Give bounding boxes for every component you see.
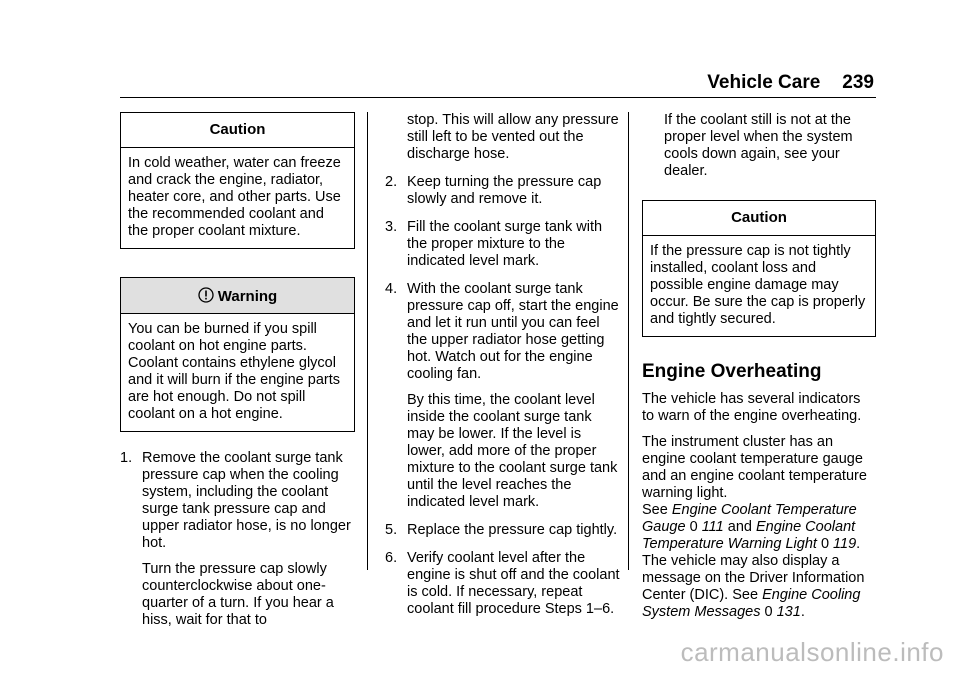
step-text: Verify coolant level after the engine is shut off and the coolant is cold. If necessary, repeat coolant fill procedure Steps 1–6. xyxy=(407,550,620,617)
step-text: Remove the coolant surge tank pressure cap when the cooling system, including the coolant surge tank pressure cap and upper radiator hose, is no longer hot. xyxy=(142,450,351,551)
list-item xyxy=(120,450,355,552)
caution-box xyxy=(120,112,355,249)
step-number: 1. xyxy=(120,450,133,466)
continued-text: If the coolant still is not at the proper level when the system cools down again, see your dealer. xyxy=(664,112,853,179)
paragraph-text: and xyxy=(727,519,752,535)
page-header xyxy=(685,72,874,94)
continued-text: stop. This will allow any pressure still left to be vented out the discharge hose. xyxy=(407,112,619,162)
caution-text: In cold weather, water can freeze and crack the engine, radiator, heater core, and other parts. Use the recommended coolant and the proper coolant mixture. xyxy=(128,155,341,239)
paragraph: The instrument cluster has an engine coolant temperature gauge and an engine coolant temperature warning light. See Engine Coolant Temperature Gauge 0 111 and Engine Coolant Temperature Warning Light 0 119. The vehicle may also display a message on the Driver Information Center (DIC). See Engine Cooling System Messages 0 131. xyxy=(642,434,867,620)
step-number: 4. xyxy=(385,281,398,297)
step-number: 5. xyxy=(385,522,398,538)
column-2 xyxy=(385,112,620,618)
step-text: Keep turning the pressure cap slowly and remove it. xyxy=(407,174,602,207)
list-item xyxy=(385,174,620,208)
warning-title: Warning xyxy=(217,288,278,305)
caution-text: If the pressure cap is not tightly installed, coolant loss and possible engine damage may occur. Be sure the cap is properly and tightly secured. xyxy=(650,243,866,327)
page-pointer-icon: 0 xyxy=(764,604,773,620)
column-1 xyxy=(120,112,355,629)
list-item xyxy=(385,281,620,383)
warning-header xyxy=(121,278,354,314)
section-heading: Engine Overheating xyxy=(642,361,822,382)
ref-title: Engine Cooling System Messages xyxy=(642,587,861,620)
paragraph-text: The instrument cluster has an engine coolant temperature gauge and an engine coolant temperature warning light. xyxy=(642,434,867,501)
caution-title: Caution xyxy=(121,113,354,148)
list-item xyxy=(385,219,620,270)
page-number: 239 xyxy=(842,72,874,93)
step-text: With the coolant surge tank pressure cap off, start the engine and let it run until you can feel the upper radiator hose getting hot. Watch out for the engine cooling fan. xyxy=(407,281,619,382)
section-title: Vehicle Care xyxy=(707,72,821,93)
paragraph-text: The vehicle may also display a message on the Driver Information Center (DIC). See xyxy=(642,553,865,603)
column-divider xyxy=(628,112,629,570)
list-item xyxy=(385,550,620,618)
caution-title: Caution xyxy=(643,201,875,236)
ref-page: 111 xyxy=(701,519,724,535)
ref-page: 119 xyxy=(833,536,857,552)
caution-box xyxy=(642,200,876,337)
step-number: 6. xyxy=(385,550,398,566)
watermark-text: carmanualsonline.info xyxy=(680,637,944,667)
warning-triangle-icon xyxy=(198,287,214,303)
step-subtext: By this time, the coolant level inside the coolant surge tank may be lower. If the level is lower, add more of the proper mixture to the coolant surge tank until the level reaches the indicated level mark. xyxy=(407,392,618,510)
step-number: 2. xyxy=(385,174,398,190)
step-number: 3. xyxy=(385,219,398,235)
step-text: Fill the coolant surge tank with the proper mixture to the indicated level mark. xyxy=(407,219,603,269)
step-text: Replace the pressure cap tightly. xyxy=(407,522,618,538)
warning-text: You can be burned if you spill coolant on hot engine parts. Coolant contains ethylene glycol and it will burn if the engine parts are hot enough. Do not spill coolant on a hot engine. xyxy=(128,321,340,422)
column-3 xyxy=(642,112,876,621)
step-subtext: Turn the pressure cap slowly counterclockwise about one-quarter of a turn. If you hear a hiss, wait for that to xyxy=(142,561,334,628)
paragraph: The vehicle has several indicators to warn of the engine overheating. xyxy=(642,391,862,424)
list-item xyxy=(385,522,620,539)
ref-page: 131 xyxy=(776,604,801,620)
column-divider xyxy=(367,112,368,570)
paragraph-text: See xyxy=(642,502,668,518)
warning-box xyxy=(120,277,355,432)
header-rule xyxy=(120,97,876,98)
page-pointer-icon: 0 xyxy=(689,519,698,535)
ref-title: Engine Coolant Temperature Gauge xyxy=(642,502,857,535)
page-pointer-icon: 0 xyxy=(820,536,830,552)
ref-title: Engine Coolant Temperature Warning Light xyxy=(642,519,856,552)
